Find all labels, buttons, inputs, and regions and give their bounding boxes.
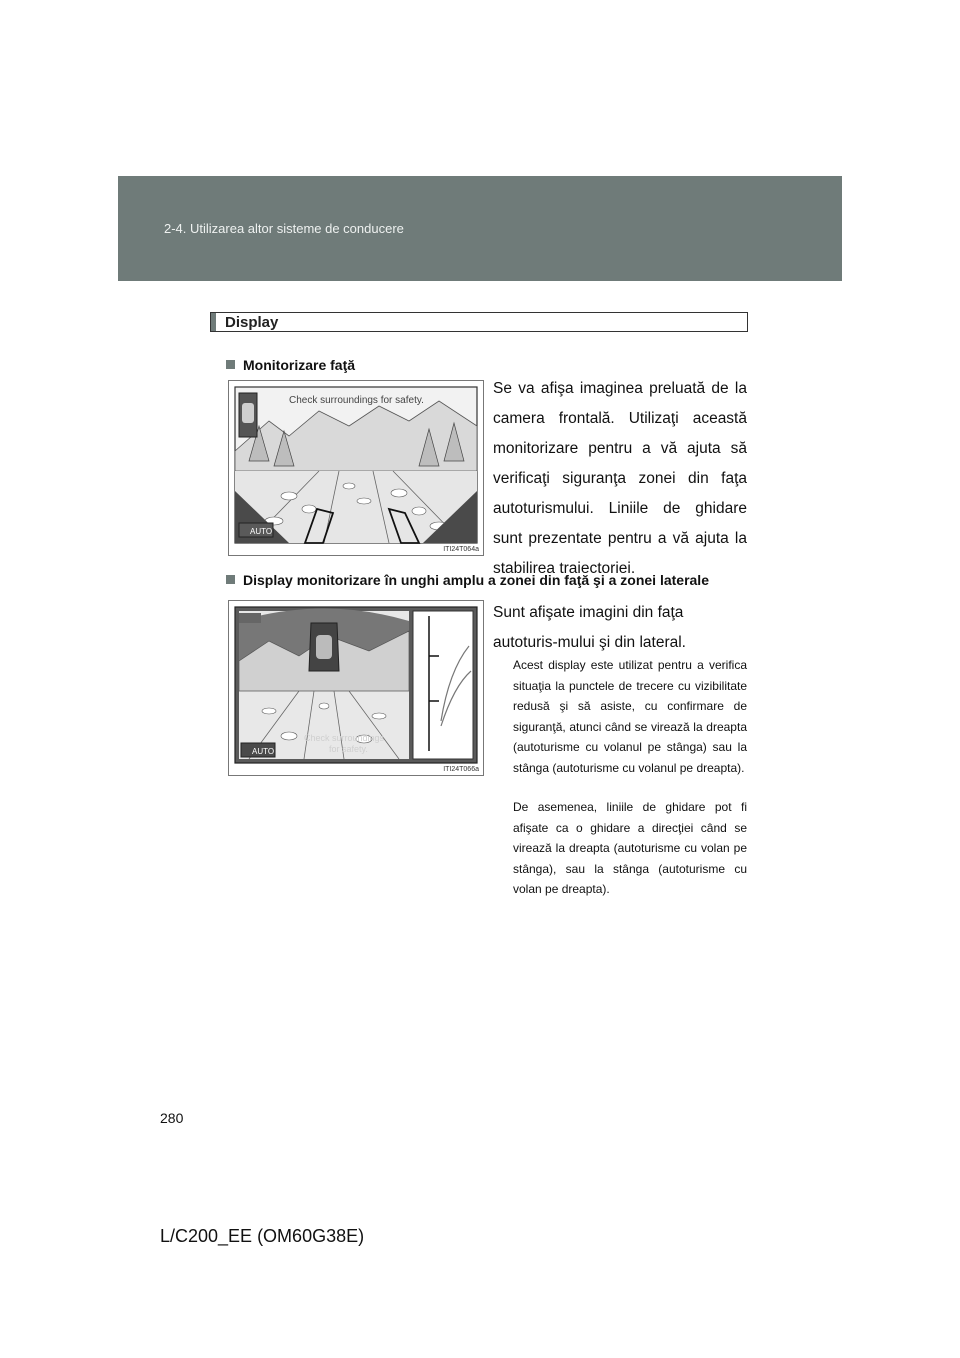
front-camera-figure [228,380,484,556]
front-auto-label: AUTO [250,527,273,536]
wide-heading [226,572,709,588]
document-code: L/C200_EE (OM60G38E) [160,1226,365,1246]
square-bullet-icon [226,575,235,584]
wide-camera-illustration [229,601,483,775]
wide-note-1: Acest display este utilizat pentru a verifica situaţia la punctele de trecere cu vizibilitate redusă şi să asiste, cu confirmare de siguranţă, atunci când se virează la dreapta (autoturisme cu volanul pe stânga) sau la stânga (autoturisme cu volanul pe dreapta). [513,658,747,775]
front-camera-illustration [229,381,483,555]
front-description: Se va afişa imaginea preluată de la camera frontală. Utilizaţi această monitorizare pentru a vă ajuta să verificaţi siguranţa zonei din faţa autoturismului. Liniile de ghidare sunt prezentate pentru a vă ajuta la stabilirea traiectoriei. [493,380,747,577]
section-breadcrumb: 2-4. Utilizarea altor sisteme de conducere [164,221,404,236]
wide-figure-code: ITI24T066a [443,766,479,773]
front-overlay-text: Check surroundings for safety. [289,395,424,406]
page-number: 280 [160,1110,184,1126]
wide-camera-figure [228,600,484,776]
wide-note-2: De asemenea, liniile de ghidare pot fi afişate ca o ghidare a direcţiei când se virează la dreapta (autoturisme cu volan pe stânga), sau la stânga (autoturisme cu volan pe dreapta). [513,800,747,896]
front-heading-text: Monitorizare faţă [243,357,356,373]
wide-description: Sunt afişate imagini din faţa autoturis-mului şi din lateral. [493,604,686,651]
title-accent [211,313,216,331]
wide-overlay-line1: Check surroundings [304,733,385,743]
section-title-bar [210,312,748,332]
front-heading [226,357,355,373]
wide-overlay-line2: for safety. [329,744,368,754]
wide-auto-label: AUTO [252,747,275,756]
front-figure-code: ITI24T064a [443,546,479,553]
square-bullet-icon [226,360,235,369]
wide-heading-text: Display monitorizare în unghi amplu a zonei din faţă şi a zonei laterale [243,572,709,588]
section-title: Display [225,314,279,331]
